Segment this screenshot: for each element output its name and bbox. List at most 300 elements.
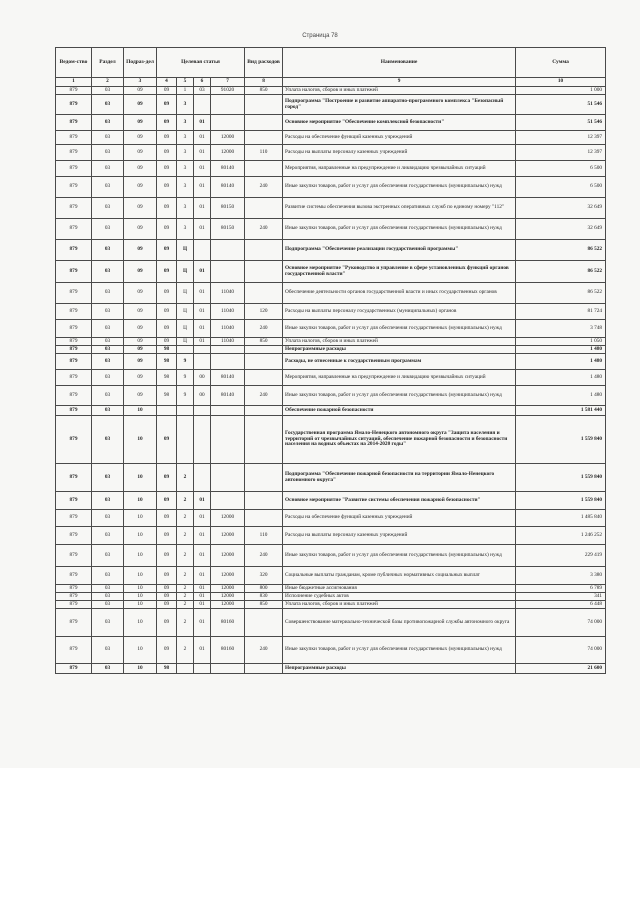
code-subprogram: 3 bbox=[177, 198, 194, 219]
header-summa: Сумма bbox=[516, 48, 606, 78]
code-vid bbox=[245, 354, 283, 370]
code-vedomstvo: 879 bbox=[56, 354, 92, 370]
table-row bbox=[56, 601, 606, 609]
code-direction: 12000 bbox=[211, 510, 245, 527]
row-name: Непрограммные расходы bbox=[283, 346, 516, 354]
code-podrazdel: 10 bbox=[124, 406, 157, 416]
row-sum: 12 397 bbox=[516, 145, 606, 161]
column-number: 5 bbox=[177, 78, 194, 87]
row-sum: 1 559 840 bbox=[516, 492, 606, 510]
code-subprogram bbox=[177, 406, 194, 416]
code-vedomstvo: 879 bbox=[56, 406, 92, 416]
code-event: 03 bbox=[194, 87, 211, 95]
row-sum: 6 500 bbox=[516, 161, 606, 177]
code-direction bbox=[211, 115, 245, 131]
code-event bbox=[194, 95, 211, 115]
row-name: Мероприятия, направленные на предупреждение и ликвидацию чрезвычайных ситуаций bbox=[283, 370, 516, 386]
code-subprogram: Ц bbox=[177, 338, 194, 346]
code-vid: 240 bbox=[245, 219, 283, 240]
code-vid: 320 bbox=[245, 567, 283, 585]
code-vedomstvo: 879 bbox=[56, 87, 92, 95]
code-direction bbox=[211, 95, 245, 115]
code-direction: 12000 bbox=[211, 585, 245, 593]
row-sum: 1 485 840 bbox=[516, 510, 606, 527]
code-vid bbox=[245, 406, 283, 416]
code-vid bbox=[245, 492, 283, 510]
row-sum: 1 559 840 bbox=[516, 416, 606, 464]
code-event: 00 bbox=[194, 370, 211, 386]
table-row bbox=[56, 283, 606, 304]
code-subprogram: 2 bbox=[177, 585, 194, 593]
code-program: 09 bbox=[157, 240, 177, 261]
code-event: 01 bbox=[194, 338, 211, 346]
code-vid bbox=[245, 464, 283, 492]
code-vid: 850 bbox=[245, 601, 283, 609]
code-subprogram: 3 bbox=[177, 177, 194, 198]
row-name: Расходы на обеспечение функций казенных учреждений bbox=[283, 510, 516, 527]
code-podrazdel: 09 bbox=[124, 320, 157, 338]
code-direction: 80160 bbox=[211, 609, 245, 637]
row-name: Расходы на выплаты персоналу казенных учреждений bbox=[283, 527, 516, 545]
code-program: 09 bbox=[157, 637, 177, 664]
table-row bbox=[56, 198, 606, 219]
code-direction: 12000 bbox=[211, 131, 245, 145]
row-name: Исполнение судебных актов bbox=[283, 593, 516, 601]
code-podrazdel: 10 bbox=[124, 567, 157, 585]
code-subprogram: 2 bbox=[177, 567, 194, 585]
code-razdel: 03 bbox=[92, 283, 124, 304]
code-subprogram: Ц bbox=[177, 283, 194, 304]
code-direction bbox=[211, 492, 245, 510]
code-program: 09 bbox=[157, 593, 177, 601]
code-vid bbox=[245, 370, 283, 386]
code-direction: 12000 bbox=[211, 593, 245, 601]
row-sum: 51 546 bbox=[516, 95, 606, 115]
code-subprogram: 3 bbox=[177, 95, 194, 115]
code-podrazdel: 09 bbox=[124, 161, 157, 177]
code-direction bbox=[211, 261, 245, 283]
code-razdel: 03 bbox=[92, 664, 124, 674]
code-vedomstvo: 879 bbox=[56, 492, 92, 510]
code-podrazdel: 09 bbox=[124, 198, 157, 219]
code-event bbox=[194, 416, 211, 464]
table-row bbox=[56, 664, 606, 674]
code-vedomstvo: 879 bbox=[56, 386, 92, 406]
code-razdel: 03 bbox=[92, 219, 124, 240]
row-sum: 21 600 bbox=[516, 664, 606, 674]
code-vid bbox=[245, 261, 283, 283]
code-program: 09 bbox=[157, 95, 177, 115]
code-event: 01 bbox=[194, 585, 211, 593]
code-event bbox=[194, 664, 211, 674]
column-number: 1 bbox=[56, 78, 92, 87]
code-vedomstvo: 879 bbox=[56, 304, 92, 320]
code-podrazdel: 09 bbox=[124, 283, 157, 304]
code-vedomstvo: 879 bbox=[56, 261, 92, 283]
code-event: 01 bbox=[194, 601, 211, 609]
header-vedomstvo: Ведом-ство bbox=[56, 48, 92, 78]
column-number: 3 bbox=[124, 78, 157, 87]
column-number: 8 bbox=[245, 78, 283, 87]
table-row bbox=[56, 593, 606, 601]
code-vid: 240 bbox=[245, 545, 283, 567]
code-subprogram: 3 bbox=[177, 145, 194, 161]
code-program: 09 bbox=[157, 338, 177, 346]
code-podrazdel: 09 bbox=[124, 131, 157, 145]
row-name: Подпрограмма "Построение и развитие аппаратно-программного комплекса "Безопасный город" bbox=[283, 95, 516, 115]
code-vedomstvo: 879 bbox=[56, 198, 92, 219]
row-name: Иные закупки товаров, работ и услуг для обеспечения государственных (муниципальных) нужд bbox=[283, 545, 516, 567]
code-podrazdel: 09 bbox=[124, 219, 157, 240]
code-podrazdel: 09 bbox=[124, 304, 157, 320]
table-row bbox=[56, 386, 606, 406]
code-event: 00 bbox=[194, 386, 211, 406]
code-vid bbox=[245, 609, 283, 637]
row-sum: 229 419 bbox=[516, 545, 606, 567]
code-razdel: 03 bbox=[92, 131, 124, 145]
code-event: 01 bbox=[194, 510, 211, 527]
code-subprogram: 3 bbox=[177, 115, 194, 131]
row-sum: 32 649 bbox=[516, 198, 606, 219]
table-row bbox=[56, 464, 606, 492]
code-event: 01 bbox=[194, 567, 211, 585]
code-event: 01 bbox=[194, 198, 211, 219]
header-vid-rashodov: Вид расходов bbox=[245, 48, 283, 78]
code-vedomstvo: 879 bbox=[56, 346, 92, 354]
code-event: 01 bbox=[194, 637, 211, 664]
row-name: Основное мероприятие "Обеспечение комплексной безопасности" bbox=[283, 115, 516, 131]
code-razdel: 03 bbox=[92, 198, 124, 219]
code-event: 01 bbox=[194, 131, 211, 145]
code-direction: 80150 bbox=[211, 198, 245, 219]
code-subprogram: 9 bbox=[177, 354, 194, 370]
code-direction bbox=[211, 464, 245, 492]
code-podrazdel: 09 bbox=[124, 386, 157, 406]
row-sum: 1 480 bbox=[516, 346, 606, 354]
code-razdel: 03 bbox=[92, 593, 124, 601]
column-number: 2 bbox=[92, 78, 124, 87]
code-podrazdel: 10 bbox=[124, 601, 157, 609]
code-razdel: 03 bbox=[92, 601, 124, 609]
row-name: Обеспечение деятельности органов государственной власти и иных государственных органов bbox=[283, 283, 516, 304]
table-row bbox=[56, 416, 606, 464]
table-row bbox=[56, 527, 606, 545]
code-podrazdel: 10 bbox=[124, 527, 157, 545]
row-sum: 81 724 bbox=[516, 304, 606, 320]
code-program: 09 bbox=[157, 161, 177, 177]
row-name: Расходы на выплаты персоналу государственных (муниципальных) органов bbox=[283, 304, 516, 320]
code-program: 09 bbox=[157, 261, 177, 283]
code-direction: 91020 bbox=[211, 87, 245, 95]
code-event: 01 bbox=[194, 304, 211, 320]
code-razdel: 03 bbox=[92, 354, 124, 370]
code-vid bbox=[245, 95, 283, 115]
code-program: 98 bbox=[157, 354, 177, 370]
table-row bbox=[56, 95, 606, 115]
code-podrazdel: 10 bbox=[124, 637, 157, 664]
code-vid: 120 bbox=[245, 304, 283, 320]
code-podrazdel: 09 bbox=[124, 115, 157, 131]
code-event bbox=[194, 240, 211, 261]
code-subprogram bbox=[177, 416, 194, 464]
code-direction: 80140 bbox=[211, 161, 245, 177]
code-program: 09 bbox=[157, 567, 177, 585]
table-row bbox=[56, 637, 606, 664]
row-sum: 32 649 bbox=[516, 219, 606, 240]
code-direction: 11040 bbox=[211, 283, 245, 304]
row-sum: 6 500 bbox=[516, 177, 606, 198]
code-direction: 11040 bbox=[211, 338, 245, 346]
row-name: Иные закупки товаров, работ и услуг для обеспечения государственных (муниципальных) нужд bbox=[283, 219, 516, 240]
table-row bbox=[56, 346, 606, 354]
code-razdel: 03 bbox=[92, 492, 124, 510]
code-razdel: 03 bbox=[92, 346, 124, 354]
code-razdel: 03 bbox=[92, 567, 124, 585]
code-vid bbox=[245, 131, 283, 145]
code-subprogram: 2 bbox=[177, 545, 194, 567]
code-event: 01 bbox=[194, 283, 211, 304]
code-razdel: 03 bbox=[92, 406, 124, 416]
code-vid bbox=[245, 283, 283, 304]
table-row bbox=[56, 145, 606, 161]
row-sum: 1 480 bbox=[516, 370, 606, 386]
code-subprogram: 9 bbox=[177, 386, 194, 406]
column-number: 6 bbox=[194, 78, 211, 87]
code-vedomstvo: 879 bbox=[56, 131, 92, 145]
row-sum: 51 546 bbox=[516, 115, 606, 131]
code-program: 09 bbox=[157, 177, 177, 198]
code-razdel: 03 bbox=[92, 145, 124, 161]
row-name: Расходы на выплаты персоналу казенных учреждений bbox=[283, 145, 516, 161]
code-vid: 800 bbox=[245, 585, 283, 593]
code-vedomstvo: 879 bbox=[56, 464, 92, 492]
header-naimenovanie: Наименование bbox=[283, 48, 516, 78]
code-program: 09 bbox=[157, 510, 177, 527]
table-row bbox=[56, 219, 606, 240]
code-subprogram: 2 bbox=[177, 527, 194, 545]
code-direction bbox=[211, 664, 245, 674]
code-vid bbox=[245, 161, 283, 177]
code-program: 09 bbox=[157, 492, 177, 510]
code-razdel: 03 bbox=[92, 370, 124, 386]
code-program: 09 bbox=[157, 145, 177, 161]
code-direction: 11040 bbox=[211, 320, 245, 338]
code-podrazdel: 10 bbox=[124, 609, 157, 637]
row-sum: 341 bbox=[516, 593, 606, 601]
code-vedomstvo: 879 bbox=[56, 601, 92, 609]
code-podrazdel: 10 bbox=[124, 510, 157, 527]
code-subprogram: 2 bbox=[177, 601, 194, 609]
code-vid bbox=[245, 510, 283, 527]
code-vedomstvo: 879 bbox=[56, 240, 92, 261]
code-direction bbox=[211, 406, 245, 416]
code-program: 09 bbox=[157, 464, 177, 492]
code-direction: 80150 bbox=[211, 219, 245, 240]
table-row bbox=[56, 131, 606, 145]
row-name: Расходы на обеспечение функций казенных учреждений bbox=[283, 131, 516, 145]
table-row bbox=[56, 115, 606, 131]
row-sum: 86 522 bbox=[516, 283, 606, 304]
code-event bbox=[194, 354, 211, 370]
code-podrazdel: 10 bbox=[124, 492, 157, 510]
code-podrazdel: 09 bbox=[124, 87, 157, 95]
code-podrazdel: 09 bbox=[124, 261, 157, 283]
row-name: Иные закупки товаров, работ и услуг для обеспечения государственных (муниципальных) нужд bbox=[283, 320, 516, 338]
code-razdel: 03 bbox=[92, 320, 124, 338]
code-podrazdel: 09 bbox=[124, 145, 157, 161]
table-row bbox=[56, 406, 606, 416]
code-razdel: 03 bbox=[92, 115, 124, 131]
code-vedomstvo: 879 bbox=[56, 637, 92, 664]
code-vedomstvo: 879 bbox=[56, 219, 92, 240]
code-razdel: 03 bbox=[92, 386, 124, 406]
code-razdel: 03 bbox=[92, 261, 124, 283]
budget-table bbox=[55, 47, 606, 674]
code-vid: 830 bbox=[245, 593, 283, 601]
row-name: Мероприятия, направленные на предупреждение и ликвидацию чрезвычайных ситуаций bbox=[283, 161, 516, 177]
code-event: 01 bbox=[194, 115, 211, 131]
code-program: 09 bbox=[157, 320, 177, 338]
table-row bbox=[56, 304, 606, 320]
code-podrazdel: 10 bbox=[124, 545, 157, 567]
header-podrazdel: Подраз-дел bbox=[124, 48, 157, 78]
code-event bbox=[194, 346, 211, 354]
code-podrazdel: 10 bbox=[124, 593, 157, 601]
code-vid: 240 bbox=[245, 177, 283, 198]
table-row bbox=[56, 510, 606, 527]
code-direction: 12000 bbox=[211, 527, 245, 545]
code-program: 09 bbox=[157, 545, 177, 567]
code-program: 09 bbox=[157, 527, 177, 545]
column-number: 7 bbox=[211, 78, 245, 87]
code-razdel: 03 bbox=[92, 95, 124, 115]
code-razdel: 03 bbox=[92, 240, 124, 261]
row-sum: 1 246 252 bbox=[516, 527, 606, 545]
code-subprogram: 9 bbox=[177, 370, 194, 386]
row-name: Социальные выплаты гражданам, кроме публичных нормативных социальных выплат bbox=[283, 567, 516, 585]
code-program: 09 bbox=[157, 609, 177, 637]
row-name: Уплата налогов, сборов и иных платежей bbox=[283, 338, 516, 346]
code-vedomstvo: 879 bbox=[56, 567, 92, 585]
code-vedomstvo: 879 bbox=[56, 510, 92, 527]
code-podrazdel: 09 bbox=[124, 346, 157, 354]
code-event: 01 bbox=[194, 545, 211, 567]
row-sum: 74 000 bbox=[516, 609, 606, 637]
code-vid bbox=[245, 664, 283, 674]
code-program: 09 bbox=[157, 304, 177, 320]
code-program: 09 bbox=[157, 219, 177, 240]
code-event: 01 bbox=[194, 593, 211, 601]
code-direction: 80160 bbox=[211, 637, 245, 664]
code-vedomstvo: 879 bbox=[56, 609, 92, 637]
code-razdel: 03 bbox=[92, 637, 124, 664]
code-subprogram: Ц bbox=[177, 240, 194, 261]
code-subprogram: 2 bbox=[177, 593, 194, 601]
row-sum: 1 480 bbox=[516, 354, 606, 370]
row-sum: 6 789 bbox=[516, 585, 606, 593]
code-direction: 80140 bbox=[211, 177, 245, 198]
code-program: 09 bbox=[157, 131, 177, 145]
code-razdel: 03 bbox=[92, 338, 124, 346]
column-numbers-row bbox=[56, 78, 606, 87]
code-razdel: 03 bbox=[92, 609, 124, 637]
code-program: 09 bbox=[157, 115, 177, 131]
code-vedomstvo: 879 bbox=[56, 416, 92, 464]
code-razdel: 03 bbox=[92, 161, 124, 177]
code-direction bbox=[211, 346, 245, 354]
code-vedomstvo: 879 bbox=[56, 283, 92, 304]
table-header bbox=[56, 48, 606, 87]
row-name: Непрограммные расходы bbox=[283, 664, 516, 674]
code-subprogram: Ц bbox=[177, 261, 194, 283]
code-podrazdel: 09 bbox=[124, 95, 157, 115]
table-row bbox=[56, 177, 606, 198]
code-razdel: 03 bbox=[92, 416, 124, 464]
row-name: Совершенствование материально-технической базы противопожарной службы автономного округа bbox=[283, 609, 516, 637]
code-vid bbox=[245, 346, 283, 354]
row-sum: 86 522 bbox=[516, 240, 606, 261]
code-razdel: 03 bbox=[92, 87, 124, 95]
code-program: 09 bbox=[157, 601, 177, 609]
row-name: Государственная программа Ямало-Ненецкого автономного округа "Защита населения и территорий от чрезвычайных ситуаций, обеспечение пожарной безопасности и безопасности населения на водных объектах на 2014-2020 годы" bbox=[283, 416, 516, 464]
code-program: 98 bbox=[157, 386, 177, 406]
code-vid: 110 bbox=[245, 145, 283, 161]
code-event bbox=[194, 464, 211, 492]
code-vid: 240 bbox=[245, 320, 283, 338]
row-name: Обеспечение пожарной безопасности bbox=[283, 406, 516, 416]
code-direction: 11040 bbox=[211, 304, 245, 320]
row-sum: 3 748 bbox=[516, 320, 606, 338]
row-sum: 3 380 bbox=[516, 567, 606, 585]
code-razdel: 03 bbox=[92, 510, 124, 527]
row-name: Иные закупки товаров, работ и услуг для обеспечения государственных (муниципальных) нужд bbox=[283, 637, 516, 664]
row-sum: 1 559 840 bbox=[516, 464, 606, 492]
code-vid bbox=[245, 240, 283, 261]
code-direction: 12000 bbox=[211, 567, 245, 585]
code-program: 09 bbox=[157, 87, 177, 95]
row-sum: 1 480 bbox=[516, 386, 606, 406]
column-number: 10 bbox=[516, 78, 606, 87]
code-vedomstvo: 879 bbox=[56, 593, 92, 601]
code-subprogram: Ц bbox=[177, 304, 194, 320]
code-event: 01 bbox=[194, 161, 211, 177]
code-subprogram bbox=[177, 346, 194, 354]
code-program: 98 bbox=[157, 346, 177, 354]
code-direction: 12000 bbox=[211, 601, 245, 609]
code-vedomstvo: 879 bbox=[56, 527, 92, 545]
header-tselevaya-statya: Целевая статья bbox=[157, 48, 245, 78]
code-vedomstvo: 879 bbox=[56, 545, 92, 567]
code-direction: 12000 bbox=[211, 145, 245, 161]
code-vid: 110 bbox=[245, 527, 283, 545]
code-direction: 12000 bbox=[211, 545, 245, 567]
code-event bbox=[194, 406, 211, 416]
row-name: Иные закупки товаров, работ и услуг для обеспечения государственных (муниципальных) нужд bbox=[283, 386, 516, 406]
column-number: 4 bbox=[157, 78, 177, 87]
code-program: 09 bbox=[157, 585, 177, 593]
table-row bbox=[56, 545, 606, 567]
code-vid bbox=[245, 198, 283, 219]
row-name: Уплата налогов, сборов и иных платежей bbox=[283, 87, 516, 95]
code-vid bbox=[245, 115, 283, 131]
code-event: 01 bbox=[194, 145, 211, 161]
code-subprogram: 3 bbox=[177, 219, 194, 240]
code-direction bbox=[211, 416, 245, 464]
code-razdel: 03 bbox=[92, 464, 124, 492]
code-subprogram: 2 bbox=[177, 464, 194, 492]
code-razdel: 03 bbox=[92, 304, 124, 320]
code-podrazdel: 09 bbox=[124, 354, 157, 370]
